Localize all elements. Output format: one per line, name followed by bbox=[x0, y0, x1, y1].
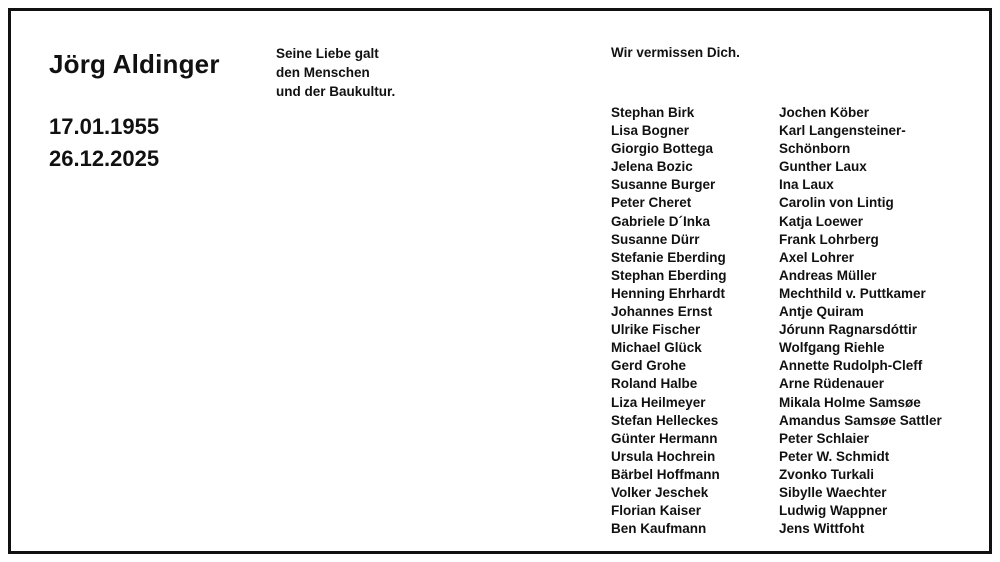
list-item: Günter Hermann bbox=[611, 430, 718, 446]
list-item: Jórunn Ragnarsdóttir bbox=[779, 322, 918, 338]
life-dates bbox=[49, 111, 159, 175]
list-item: Lisa Bogner bbox=[611, 123, 690, 139]
list-item: Arne Rüdenauer bbox=[779, 376, 885, 392]
list-item: Henning Ehrhardt bbox=[611, 285, 725, 301]
mourners-column-2 bbox=[779, 104, 942, 538]
list-item: Michael Glück bbox=[611, 340, 702, 356]
list-item: Frank Lohrberg bbox=[779, 231, 879, 247]
list-item: Axel Lohrer bbox=[779, 249, 855, 265]
motto-line-1: Seine Liebe galt bbox=[276, 46, 379, 61]
list-item: Mikala Holme Samsøe bbox=[779, 394, 921, 410]
list-item: Peter W. Schmidt bbox=[779, 448, 890, 464]
motto-text bbox=[276, 44, 476, 101]
mourners-column-1 bbox=[611, 104, 727, 538]
list-item: Schönborn bbox=[779, 141, 851, 157]
list-item: Ulrike Fischer bbox=[611, 322, 701, 338]
list-item: Susanne Burger bbox=[611, 177, 716, 193]
list-item: Wolfgang Riehle bbox=[779, 340, 885, 356]
list-item: Amandus Samsøe Sattler bbox=[779, 412, 942, 428]
list-item: Ina Laux bbox=[779, 177, 834, 193]
list-item: Stefan Helleckes bbox=[611, 412, 719, 428]
list-item: Peter Schlaier bbox=[779, 430, 870, 446]
list-item: Ben Kaufmann bbox=[611, 521, 707, 537]
list-item: Peter Cheret bbox=[611, 195, 692, 211]
deceased-name: Jörg Aldinger bbox=[49, 49, 220, 79]
list-item: Mechthild v. Puttkamer bbox=[779, 285, 926, 301]
list-item: Johannes Ernst bbox=[611, 304, 713, 320]
list-item: Stephan Eberding bbox=[611, 267, 727, 283]
list-item: Antje Quiram bbox=[779, 304, 864, 320]
list-item: Volker Jeschek bbox=[611, 484, 709, 500]
list-item: Stephan Birk bbox=[611, 105, 695, 120]
list-item: Jelena Bozic bbox=[611, 159, 693, 175]
list-item: Zvonko Turkali bbox=[779, 466, 875, 482]
list-item: Karl Langensteiner- bbox=[779, 123, 906, 139]
list-item: Florian Kaiser bbox=[611, 503, 702, 519]
list-item: Jens Wittfoht bbox=[779, 521, 865, 537]
list-item: Jochen Köber bbox=[779, 105, 870, 120]
list-item: Giorgio Bottega bbox=[611, 141, 713, 157]
list-item: Ludwig Wappner bbox=[779, 503, 888, 519]
list-item: Liza Heilmeyer bbox=[611, 394, 706, 410]
list-item: Ursula Hochrein bbox=[611, 448, 716, 464]
list-item: Bärbel Hoffmann bbox=[611, 466, 720, 482]
motto-line-2: den Menschen bbox=[276, 65, 370, 80]
list-item: Annette Rudolph-Cleff bbox=[779, 358, 923, 374]
list-item: Katja Loewer bbox=[779, 213, 864, 229]
list-item: Susanne Dürr bbox=[611, 231, 700, 247]
missing-message: Wir vermissen Dich. bbox=[611, 45, 740, 60]
list-item: Gabriele D´Inka bbox=[611, 213, 711, 229]
list-item: Stefanie Eberding bbox=[611, 249, 726, 265]
death-date: 26.12.2025 bbox=[49, 146, 160, 171]
list-item: Gerd Grohe bbox=[611, 358, 687, 374]
obituary-content bbox=[11, 11, 989, 551]
list-item: Carolin von Lintig bbox=[779, 195, 894, 211]
list-item: Gunther Laux bbox=[779, 159, 867, 175]
list-item: Roland Halbe bbox=[611, 376, 698, 392]
motto-line-3: und der Baukultur. bbox=[276, 84, 396, 99]
list-item: Sibylle Waechter bbox=[779, 484, 887, 500]
birth-date: 17.01.1955 bbox=[49, 114, 160, 139]
list-item: Andreas Müller bbox=[779, 267, 877, 283]
